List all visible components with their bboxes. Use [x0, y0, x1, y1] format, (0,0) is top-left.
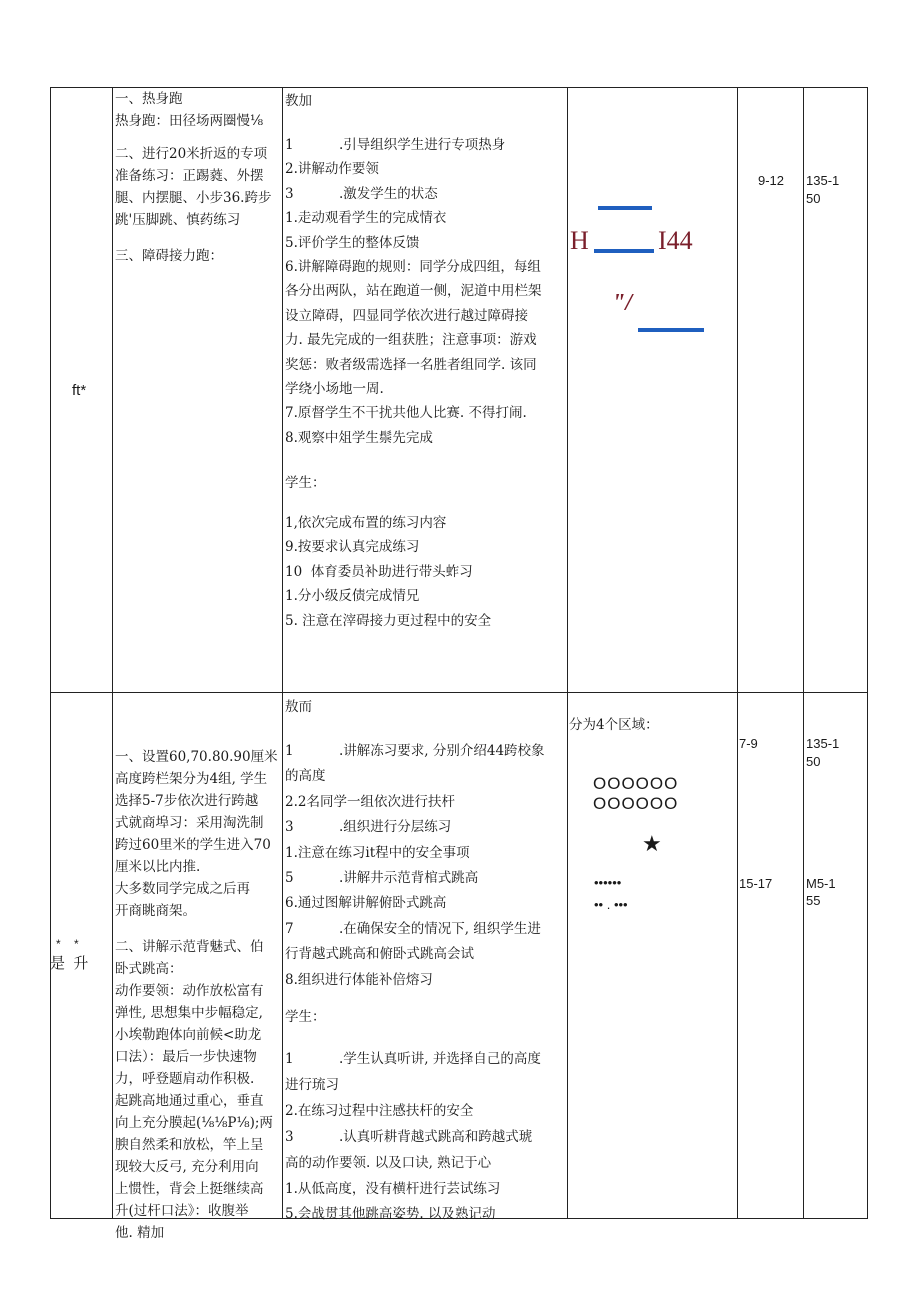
- row1-teacher-text: 学绕小场地一周.: [285, 381, 384, 397]
- row2-content-line: 力，呼登题肩动作积极.: [115, 1071, 255, 1087]
- row2-content-line: 高度跨栏架分为4组, 学生: [115, 771, 268, 787]
- row1-student-text: 1.分小级反债完成情兄: [285, 588, 420, 605]
- row2-content-line: 上惯性，背会上挺继续高: [115, 1181, 264, 1197]
- row2-teacher-text: 1.注意在练习it程中的安全事项: [285, 844, 470, 861]
- row1-student-text: 10 体育委员补助进行带头蚱习: [285, 563, 473, 580]
- row1-content: [115, 88, 271, 267]
- row1-student-item: [285, 610, 491, 632]
- row1-teacher-text: .引导组织学生进行专项热身: [339, 137, 506, 153]
- row2-heart-1b: 50: [806, 754, 821, 769]
- row1-content-line: 跳'压脚跳、慎药练习: [115, 212, 241, 228]
- row1-teacher-text: 5.评价学生的整体反馈: [285, 234, 420, 251]
- row1-content-line: [115, 132, 271, 143]
- row2-student-text: 进行琉习: [285, 1076, 339, 1093]
- row2-content-line: 开商眺商架。: [115, 903, 196, 919]
- row2-content-line: 起跳高地通过重心，垂直: [115, 1093, 264, 1109]
- figure-bar: [638, 328, 704, 332]
- col-border-5: [803, 87, 804, 1219]
- row1-content-line: 一、热身跑: [115, 91, 183, 107]
- row1-student-text: 9.按要求认真完成练习: [285, 539, 420, 556]
- org-star-icon: ★: [642, 832, 662, 857]
- row1-teacher-text: 7.原督学生不干扰共他人比赛. 不得打闹.: [285, 405, 527, 422]
- col-border-right: [867, 87, 868, 1219]
- row2-content-line: 厘米以比内推.: [115, 859, 201, 875]
- row2-heart-2a: M5-1: [806, 876, 836, 891]
- row2-teacher-text: 8.组织进行体能补倍熔习: [285, 971, 433, 988]
- row2-student-text: 2.在练习过程中注感扶杆的安全: [285, 1102, 474, 1119]
- figure-quote-mark: "/: [612, 290, 632, 316]
- row1-student-item: [285, 585, 419, 607]
- row2-teacher-number: 1: [285, 743, 294, 759]
- figure-bar: [594, 249, 654, 253]
- row1-content-line: 准备练习：正踢蕤、外摆: [115, 168, 264, 184]
- row1-teacher-text: .激发学生的状态: [339, 185, 438, 202]
- row2-content-line: 二、讲解示范背魅式、伯: [115, 939, 264, 955]
- row1-teacher-title: 教加: [285, 93, 312, 109]
- row2-content-line: 一、设置60,70.80.90厘米: [115, 749, 278, 765]
- row1-teacher-text: 设立障碍，四显同学依次进行越过障碍接: [285, 307, 528, 324]
- row2-time-2: 15-17: [739, 876, 773, 891]
- row2-phase-label: 是 升: [50, 955, 89, 972]
- row2-content-line: 腴自然柔和放松，竿上呈: [115, 1137, 264, 1153]
- row1-teacher-text: 各分出两队，站在跑道一侧，泥道中用栏架: [285, 283, 542, 300]
- row1-heart-rate-1: 135-1: [806, 173, 840, 188]
- row2-teacher-text: .讲解井示范背棺式跳高: [339, 870, 479, 886]
- row2-content-line: 升(过杆口法》：收腹举: [115, 1203, 249, 1219]
- row2-content-line: 卧式跳高：: [115, 961, 183, 977]
- row2-time-1: 7-9: [739, 736, 758, 751]
- col-border-1: [112, 87, 113, 1219]
- row2-teacher-text: 2.2名同学一组依次进行扶杆: [285, 793, 455, 810]
- row1-student-item: [285, 561, 473, 583]
- row2-teacher-number: 5: [285, 870, 294, 886]
- row2-content-line: 向上充分膜起(⅛⅛P⅛);两: [115, 1115, 273, 1131]
- row2-content-line: 动作要领：动作放松富有: [115, 983, 264, 999]
- row2-teacher-text: .在确保安全的情况下, 组织学生进: [339, 920, 541, 937]
- row2-content-line: 大多数同学完成之后再: [115, 881, 250, 897]
- row2-heart-1a: 135-1: [806, 736, 840, 751]
- row2-student-text: .认真听耕背越式跳高和跨越式琥: [339, 1128, 533, 1145]
- row2-content-line: [115, 922, 278, 936]
- row1-time: 9-12: [758, 173, 785, 188]
- row1-teacher-text: 2.讲解动作要领: [285, 161, 379, 178]
- row2-org-title: 分为4个区域：: [569, 717, 659, 733]
- figure-label-i44: I44: [658, 226, 693, 255]
- org-dots-row-2: •• . •••: [594, 897, 628, 912]
- row1-phase-label: ft*: [72, 382, 87, 399]
- row1-student-item: [285, 536, 419, 558]
- row2-student-text: 高的动作要领. 以及口诀, 熟记于心: [285, 1154, 492, 1171]
- row1-heart-rate-2: 50: [806, 191, 821, 206]
- row2-content-line: 跨过60里米的学生进入70: [115, 837, 271, 853]
- row1-content-line: 热身跑：田径场两圈慢⅛: [115, 113, 264, 129]
- row1-teacher-text: 6.讲解障碍跑的规则：同学分成四组，每组: [285, 259, 541, 275]
- row2-content: [115, 746, 278, 1244]
- row2-content-line: 选择5-7步依次进行跨越: [115, 793, 259, 809]
- row1-student-item: [285, 512, 446, 534]
- row2-content-line: 口法）：最后一步快速物: [115, 1049, 257, 1065]
- row1-content-line: [115, 231, 271, 245]
- row2-teacher-text: 的高度: [285, 768, 326, 785]
- figure-bar: [598, 206, 652, 210]
- row2-phase-stars: * *: [56, 937, 79, 951]
- row2-teacher-text: .讲解冻习要求, 分别介绍44跨校象: [339, 743, 545, 759]
- row2-content-line: 弹性, 思想集中步幅稳定,: [115, 1005, 263, 1021]
- row2-teacher-text: 行背越式跳高和俯卧式跳高会试: [285, 946, 474, 963]
- figure-letter-h: H: [570, 226, 589, 255]
- row2-student-text: .学生认真听讲, 并选择自己的高度: [339, 1051, 541, 1067]
- row2-content-line: 小埃勒跑体向前候<助龙: [115, 1027, 262, 1043]
- row1-content-line: 腿、内摆腿、小步36.跨步: [115, 190, 272, 206]
- row2-teacher-number: 7: [285, 920, 294, 937]
- row2-content-line: 他. 精加: [115, 1225, 165, 1241]
- row1-student-text: 5. 注意在滓碍接力更过程中的安全: [285, 612, 492, 629]
- row1-teacher-text: 8.观察中俎学生鬃先完成: [285, 429, 433, 446]
- row1-content-line: 二、进行20米折返的专项: [115, 146, 268, 162]
- row1-figure: [568, 190, 736, 350]
- row-divider: [50, 692, 868, 693]
- row1-teacher-text: 1.走动观看学生的完成情衣: [285, 210, 447, 227]
- col-border-2: [282, 87, 283, 1219]
- row1-content-line: 三、障碍接力跑：: [115, 248, 223, 264]
- row1-student-title: 学生：: [285, 475, 326, 491]
- row2-content-line: 式就商埠习：采用淘洗制: [115, 815, 264, 831]
- row1-teacher-text: 奖惩：败者级需选择一名胜者组同学. 该同: [285, 356, 537, 373]
- col-border-left: [50, 87, 51, 1219]
- org-circles-row-2: OOOOOO: [593, 794, 679, 813]
- row2-heart-2b: 55: [806, 893, 821, 908]
- row1-teacher-number: 3: [285, 185, 294, 202]
- row2-content-line: 现较大反弓, 充分利用向: [115, 1159, 259, 1175]
- row1-teacher-number: 1: [285, 137, 294, 153]
- col-border-4: [737, 87, 738, 1219]
- org-circles-row-1: OOOOOO: [593, 774, 679, 793]
- row2-student-title: 学生：: [285, 1009, 326, 1025]
- row2-teacher-text: .组织进行分层练习: [339, 819, 452, 836]
- org-dots-row-1: ••••••: [594, 875, 622, 890]
- row1-teacher-text: 力. 最先完成的一组获胜；注意事项：游戏: [285, 332, 537, 349]
- row2-teacher-text: 6.通过图解讲解俯卧式跳高: [285, 895, 447, 912]
- row2-teacher-title: 敖而: [285, 699, 312, 715]
- row2-student-text: 5.会战贯其他跳高姿势. 以及熟记动: [285, 1206, 496, 1223]
- row2-student-number: 3: [285, 1128, 294, 1145]
- row2-student-text: 1.从低高度，没有横杆进行芸试练习: [285, 1180, 501, 1197]
- row2-student-number: 1: [285, 1051, 294, 1067]
- row1-student-text: 1,依次完成布置的练习内容: [285, 515, 447, 531]
- row2-teacher-number: 3: [285, 819, 294, 836]
